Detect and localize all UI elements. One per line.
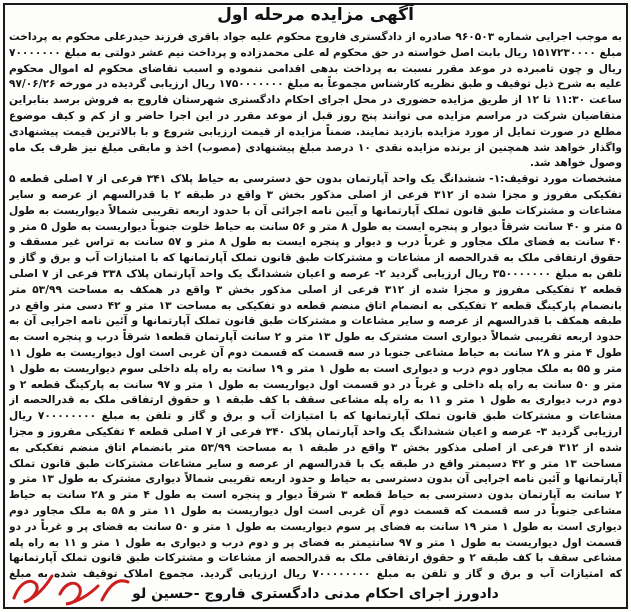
notice-paragraph-property-details: مشخصات مورد توقیف:۱- ششدانگ یک واحد آپارتمان بدون حق دسترسی به حیاط پلاک ۳۴۱ فرعی از ۷ اصلی قطعه ۵ تفکیکی مفروز و مجزا شده از ۳۱۲ فرعی از اصلی مذکور بخش ۳ واقع در طبقه ۲ با قدرالسهم از عرصه و سایر مشاعات و مشترکات طبق قانون تملک آپارتمانها و آیین نامه اجرائی آن با حدود اربعه تقریبی شمالاً دیواریست به طول ۵ متر و ۴۰ سانت شرقاً دیوار و پنجره ایست به طول ۸ متر و ۵۶ سانت به حیاط خلوت جنوباً دیواریست به طول ۵ متر و ۴۰ سانت به فضای ملک مجاور و غرباً درب و دیوار و پنجره ایست به طول ۸ متر و ۵۷ سانت به تراس غیر مسقف و حقوق ارتفاقی ملک به قدرالحصه از مشاعات و مشترکات طبق قانون تملک آپارتمانها که با امتیازات آب و برق و گاز و تلفن به مبلغ ۳۵۰۰۰۰۰۰۰ ریال ارزیابی گردید ۲- عرصه و اعیان ششدانگ یک واحد آپارتمان پلاک ۳۳۸ فرعی از ۷ اصلی قطعه ۲ تفکیکی مفروز و مجزا شده از ۳۱۲ فرعی از اصلی مذکور بخش ۳ واقع در همکف به مساحت ۵۳/۹۹ متر بانضمام پارکینگ قطعه ۲ تفکیکی به انضمام اتاق منضم قطعه دو تفکیکی به مساحت ۱۳ متر و ۴۲ دسی متر واقع در طبقه همکف با قدرالسهم از عرصه و سایر مشاعات و مشترکات طبق قانون تملک آپارتمانها و آئین نامه اجرایی آن به حدود اربعه تقریبی شمالاً دیواری است مشترک به طول ۱۳ متر و ۲ سانت آپارتمان قطعه۱ شرقاً درب و پنجره است به طول ۴ متر و ۲۸ سانت به حیاط مشاعی جنوبا در سه قسمت که قسمت دوم آن غربی است اول دیواریست به طول ۱۱ متر و ۵۵ به ملک مجاور دوم درب و دیواری است به طول ۱ متر و ۱۹ سانت به راه پله داخلی سوم دیواریست به طول ۱ متر و ۵۰ سانت به راه پله داخلی و غرباً در دو قسمت اول دیواریست به طول ۱ متر و ۹۷ سانت به پارکینگ قطعه ۲ و دوم درب دیواری به طول ۱ متر و ۱۱ به راه پله مشاعی سقف با کف طبقه ۱ و حقوق ارتفاقی ملک به قدرالحصه از مشاعات و مشترکات طبق قانون تملک آپارتمانها که با امتیازات آب و برق و گاز و تلفن به مبلغ ۷۰۰۰۰۰۰۰۰ ریال ارزیابی گردید ۳- عرصه و اعیان ششدانگ یک واحد آپارتمان پلاک ۳۴۰ فرعی از ۷ اصلی قطعه ۴ تفکیکی مفروز و مجزا شده از ۳۱۲ فرعی از اصلی مذکور بخش ۳ واقع در طبقه ۱ به مساحت ۵۳/۹۹ متر بانضمام اتاق منضم تفکیکی به مساحت ۱۳ متر و ۴۲ دسیمتر واقع در طبقه یک با قدرالسهم از عرصه و سایر مشاعات مشترکات طبق قانون تملک آپارتمانها و آئین نامه اجرایی آن بدون دسترسی به حیاط و حدود اربعه تقریبی شمالاً دیواری مشترک به طول ۱۳ متر و ۲ سانت به آپارتمان بدون دسترسی به حیاط قطعه ۳ شرقاً دیوار و پنجره است به طول ۴ متر و ۲۸ سانت به حیاط مشاعی جنوباً در سه قسمت که قسمت دوم آن غربی است اول دیواریست به طول ۱۱ متر و ۵۸ به ملک مجاور دوم دیواری است به طول ۱ متر ۱۹ سانت به فضای پر سوم دیواریست به طول ۱ متر و ۵۰ سانت به فضای پر و غرباً در دو قسمت اول دیواریست به طول ۱ متر و ۹۷ سانتیمتر به فضای پر و دوم درب و دیواری به طول ۱ متر و ۱۱ به راه پله مشاعی سقف با کف طبقه ۲ و حقوق ارتفاقی ملک به قدرالحصه از مشاعات و مشترکات طبق قانون تملک آپارتمانها که امتیازات آب و برق و گاز و تلفن به مبلغ ۷۰۰۰۰۰۰۰۰ ریال ارزیابی گردید. مجموع املاک توقیف شده به مبلغ [9,173,622,580]
handwritten-mark-stroke-1 [14,576,52,602]
handwritten-mark-stroke-3 [102,581,128,600]
handwritten-mark-stroke-2 [60,583,98,604]
notice-body [9,30,622,580]
notice-title: آگهی مزایده مرحله اول [217,5,414,25]
notice-signature: دادورز اجرای احکام مدنی دادگستری فاروج -حسین لو [132,586,499,602]
notice-paragraph-intro: به موجب اجرایی شماره ۹۶۰۵۰۳ صادره از دادگستری فاروج محکوم علیه جواد باقری فرزند حیدرعلی محکوم به پرداخت مبلغ ۱۵۱۷۲۳۰۰۰۰ ریال بابت اصل خواسته در حق محکوم له علی محمدزاده و پرداخت نیم عشر دولتی به مبلغ ۷۰۰۰۰۰۰۰ ریال و چون تامبرده در موعد مقرر نسبت به پرداخت بدهی اقدامی ننموده و اسبب تقاضای محکوم له اموال محکوم علیه به شرح ذیل توقیف و طبق نظریه کارشناس مجموعاً به مبلغ ۱۷۵۰۰۰۰۰۰۰ ریال ارزیابی گردیده در مورخه ۹۷/۰۶/۲۶ ساعت ۱۱:۳۰ تا ۱۲ از طریق مزایده حضوری در محل اجرای احکام دادگستری شهرستان فاروج به فروش برسد بنابراین متقاضیان شرکت در مراسم مزایده می توانند پنج روز قبل از موعد مقرر در این اجرا حاضر و از کم و کیف موضوع مطلع در صورت تمایل از مورد مزایده بازدید نمایند. ضمناً مزایده از قیمت ارزیابی شروع و با بالاترین قیمت پیشنهادی واگذار خواهد شد همچنین از برنده مزایده نقدی ۱۰ درصد مبلغ پیشنهادی (مصوب) اخذ و مابقی مبلغ نیز ظرف یک ماه وصول خواهد شد. [9,31,622,170]
handwritten-mark [6,564,136,610]
